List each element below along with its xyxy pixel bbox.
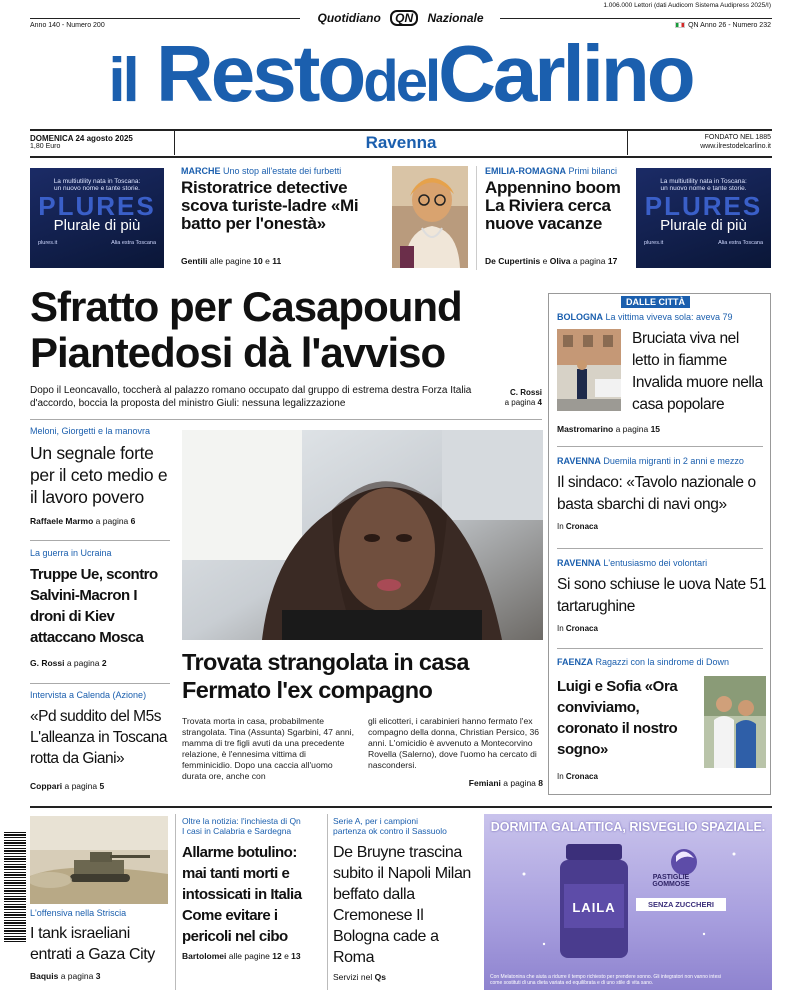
faenza-title[interactable]: Luigi e Sofia «Ora conviviamo, coronato il nostro sogno» [557,678,678,758]
tartarughe-title[interactable]: Si sono schiuse le uova Nate 51 tartarughine [557,576,767,615]
right-article-tartarughe[interactable] [557,558,767,633]
newspaper-title[interactable] [0,30,801,126]
manovra-credit: Raffaele Marmo a pagina 6 [30,516,136,526]
ucraina-credit: G. Rossi a pagina 2 [30,658,107,668]
gaza-credit: Baquis a pagina 3 [30,971,101,981]
tartarughe-credit: In Cronaca [557,624,598,633]
ad-right-line2: un nuovo nome e tante storie. [660,185,747,192]
laila-badge: SENZA ZUCCHERI [636,898,726,911]
ad-right-partners: Alia estra Toscana [718,240,763,246]
teaser-emilia-title[interactable]: Appennino boom La Riviera cerca nuove vacanze [485,178,621,233]
edition-name[interactable]: Ravenna [365,133,437,152]
barcode [4,832,26,942]
ad-left-line1: La multiutility nata in Toscana: [53,178,141,185]
ucraina-title[interactable]: Truppe Ue, scontro Salvini-Macron I droni di Kiev attaccano Mosca [30,566,158,646]
couple-photo-icon [704,676,766,768]
botulino-credit: Bartolomei alle pagine 12 e 13 [182,951,301,961]
center-photo [182,430,543,640]
faenza-credit: In Cronaca [557,772,598,781]
bologna-kicker: BOLOGNA La vittima viveva sola: aveva 79 [557,312,733,322]
gaza-photo [30,816,168,904]
teaser-marche[interactable] [181,166,387,266]
left-article-manovra[interactable] [30,426,170,526]
migranti-title[interactable]: Il sindaco: «Tavolo nazionale o basta sbarchi di navi ong» [557,474,756,513]
botulino-kicker2: I casi in Calabria e Sardegna [182,826,292,836]
right-article-migranti[interactable] [557,456,767,531]
calenda-kicker: Intervista a Calenda (Azione) [30,690,147,700]
issue-date: DOMENICA 24 agosto 2025 [30,134,133,143]
laila-sub: PASTIGLIE GOMMOSE [652,874,690,888]
fire-scene-icon [557,329,621,411]
ucraina-kicker: La guerra in Ucraina [30,548,112,558]
ad-right-line1: La multiutility nata in Toscana: [660,178,747,185]
lead-title-line2: Piantedosi dà l'avviso [30,329,446,376]
readership-note: 1.006.000 Lettori (dati Audicom Sistema Audipress 2025/I) [603,2,771,9]
woman-portrait-icon [392,166,468,268]
ad-left-brand: PLURES [38,191,156,221]
qn-left: Quotidiano [317,11,381,25]
laila-jar-icon [484,814,772,990]
ad-left-partners: Alia estra Toscana [111,240,156,246]
teaser-marche-title[interactable]: Ristoratrice detective scova turiste-ladre «Mi batto per l'onestà» [181,178,359,233]
title-il: il [108,46,137,115]
ad-left-tagline: Plurale di più [53,217,141,234]
migranti-kicker: RAVENNA Duemila migranti in 2 anni e mezzo [557,456,744,466]
laila-product-name: LAILA [572,900,616,915]
left-article-calenda[interactable] [30,690,170,791]
right-article-bologna[interactable] [557,312,767,322]
issue-price: 1,80 Euro [30,143,61,150]
tank-icon [30,816,168,904]
qn-issue-text: QN Anno 26 - Numero 232 [688,22,771,29]
serie-a-kicker1: Serie A, per i campioni [333,816,419,826]
laila-fineprint: Con Melatonina che aiuta a ridurre il tempo richiesto per prendere sonno. Gli integratori non vanno intesi come sostituti di una dieta variata ed equilibrata e di uno stile di vita sano. [490,974,721,986]
website-link[interactable]: www.ilrestodelcarlino.it [700,143,771,150]
ad-left-site: plures.it [38,240,58,246]
teaser-marche-credit: Gentili alle pagine 10 e 11 [181,256,282,266]
migranti-credit: In Cronaca [557,522,598,531]
botulino-kicker1: Oltre la notizia: l'inchiesta di Qn [182,816,301,826]
ad-right-site: plures.it [644,240,664,246]
plures-ad-right[interactable] [636,168,771,268]
left-article-ucraina[interactable] [30,548,170,668]
right-article-faenza[interactable] [557,657,767,667]
serie-a-credit: Servizi nel Qs [333,972,386,982]
lead-summary: Dopo il Leoncavallo, toccherà al palazzo romano occupato dal gruppo di estrema destra Forza Italia d'accordo, boccia la proposta del ministro Giuli: nessuna legalizzazione [30,385,472,409]
teaser-emilia[interactable] [485,166,625,266]
ad-right-tagline: Plurale di più [660,217,747,234]
founded-note: FONDATO NEL 1885 [704,134,771,141]
italy-flag-icon [675,22,685,28]
bottom-article-gaza[interactable] [30,908,170,981]
bologna-title[interactable]: Bruciata viva nel letto in fiamme Invalida muore nella casa popolare [632,330,763,413]
botulino-title[interactable]: Allarme botulino: mai tanti morti e intossicati in Italia Come evitare i pericoli nel cibo [182,844,302,945]
qn-logo: QN [390,10,418,26]
bologna-photo [557,329,621,411]
center-body-col1: Trovata morta in casa, probabilmente strangolata. Tina (Assunta) Sgarbini, 47 anni, mamma di tre figli avuti da una precedente relazione, è l'ennesima vittima di femminicidio. Dopo una caccia all'uomo durata ore, anche con [182,716,354,781]
bologna-credit: Mastromarino a pagina 15 [557,424,661,434]
gaza-title[interactable]: I tank israeliani entrati a Gaza City [30,925,155,963]
serie-a-title[interactable]: De Bruyne trascina subito il Napoli Milan beffato dalla Cremonese Il Bologna cade a Roma [333,844,471,966]
marche-photo [392,166,468,268]
gaza-kicker: L'offensiva nella Striscia [30,908,127,918]
bottom-article-serie-a[interactable] [333,816,475,982]
issue-number-right [675,22,771,29]
teaser-marche-kicker: MARCHE Uno stop all'estate dei furbetti [181,166,342,176]
plures-ad-left[interactable] [30,168,164,268]
issue-number-left: Anno 140 - Numero 200 [30,22,105,29]
faenza-kicker: FAENZA Ragazzi con la sindrome di Down [557,657,730,667]
qn-right: Nazionale [427,11,484,25]
teaser-emilia-kicker: EMILIA-ROMAGNA Primi bilanci [485,166,618,176]
teaser-emilia-credit: De Cupertinis e Oliva a pagina 17 [485,256,618,266]
calenda-credit: Coppari a pagina 5 [30,781,105,791]
serie-a-kicker2: partenza ok contro il Sassuolo [333,826,447,836]
laila-ad-headline: DORMITA GALATTICA, RISVEGLIO SPAZIALE. [490,820,766,834]
title-del: del [363,49,439,114]
ad-right-brand: PLURES [644,191,763,221]
lead-headline[interactable] [30,284,550,376]
title-carlino: Carlino [438,29,693,118]
woman-selfie-icon [182,430,543,640]
lead-credit: C. Rossi a pagina 4 [504,388,542,408]
lead-title-line1: Sfratto per Casapound [30,283,462,330]
faenza-photo [704,676,766,768]
manovra-kicker: Meloni, Giorgetti e la manovra [30,426,151,436]
center-headline[interactable]: Trovata strangolata in casa Fermato l'ex compagno [182,649,469,703]
center-credit: Femiani a pagina 8 [468,778,543,788]
tartarughe-kicker: RAVENNA L'entusiasmo dei volontari [557,558,708,568]
bottom-article-botulino[interactable] [182,816,324,961]
center-body-col2: gli elicotteri, i carabinieri hanno fermato l'ex compagno della donna, Christian Persico, 36 anni. L'omicidio è avvenuto a Montecorvino Rovella (Salerno), dove l'uomo ha cercato di nascondersi. [368,716,540,770]
laila-ad[interactable] [484,814,772,990]
calenda-title[interactable]: «Pd suddito del M5s L'alleanza in Toscana rotta da Giani» [30,708,167,767]
manovra-title[interactable]: Un segnale forte per il ceto medio e il lavoro povero [30,443,168,507]
ad-left-line2: un nuovo nome e tante storie. [53,185,140,192]
title-resto: Resto [156,29,364,118]
dalle-citta-header: DALLE CITTÀ [621,296,690,308]
